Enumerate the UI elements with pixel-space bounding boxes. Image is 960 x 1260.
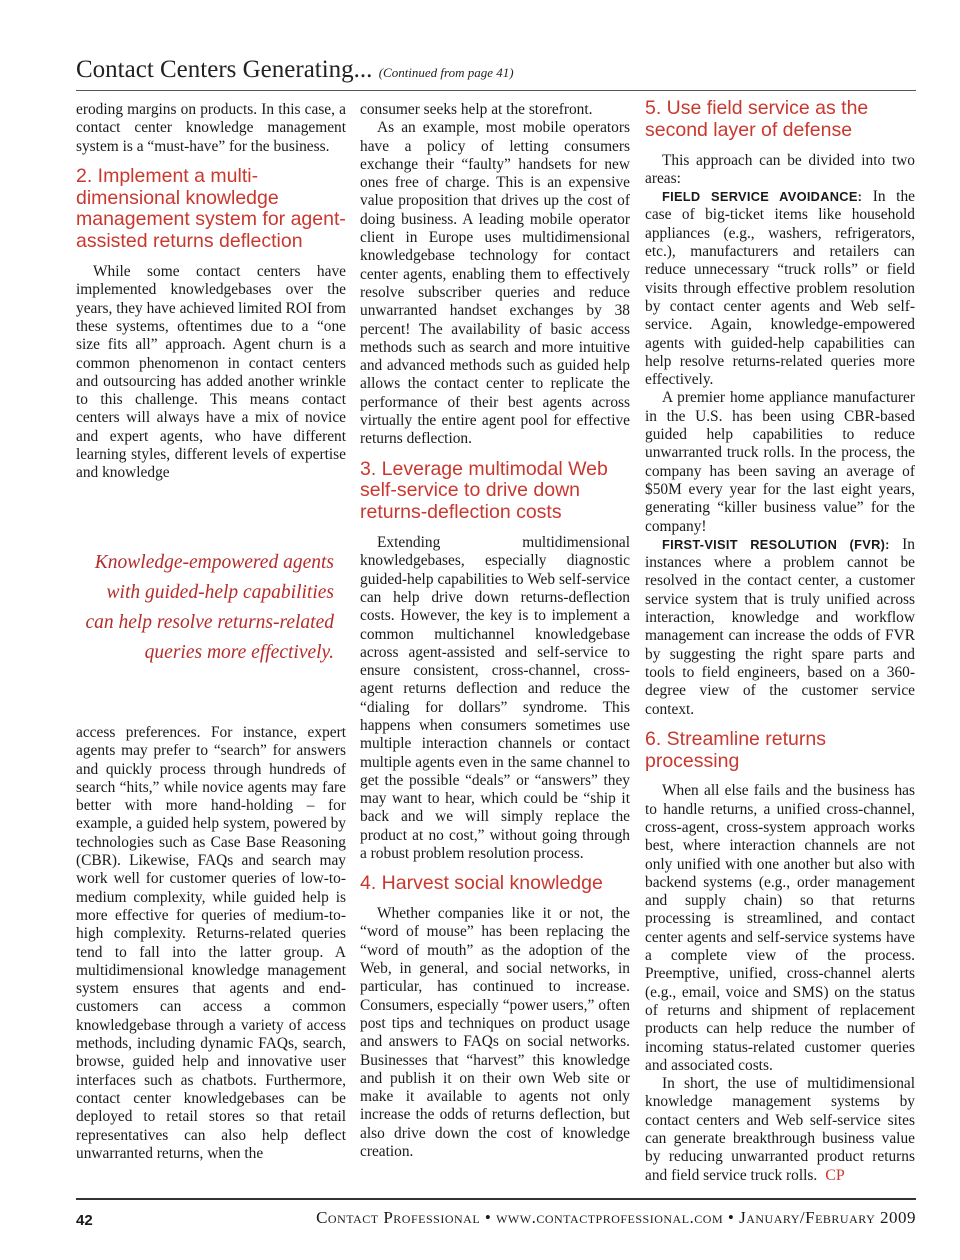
paragraph: When all else fails and the business has to handle returns, a unified cross-channel, cross-agent, cross-system approach works best, where interaction channels are not only unified with one another but also with backend systems (e.g., order management and supply chain) so that returns processing is streamlined, and contact center agents and self-service systems have a complete view of the process. Preemptive, unified, cross-channel alerts (e.g., email, voice and SMS) on the status of returns and shipment of replacement products can help reduce the number of incoming status-related customer queries and associated costs. bbox=[645, 782, 915, 1074]
paragraph: This approach can be divided into two areas: bbox=[645, 151, 915, 187]
paragraph: In short, the use of multidimensional knowledge management systems by contact centers and Web self-service sites can generate breakthrough business value by reducing unwarranted product returns and field service truck rolls. bbox=[645, 1075, 915, 1184]
publication-footer: Contact Professional • www.contactprofessional.com • January/February 2009 bbox=[316, 1208, 916, 1227]
section-heading-3: 3. Leverage multimodal Web self-service to drive down returns-deflection costs bbox=[360, 457, 608, 524]
paragraph: As an example, most mobile operators have a policy of letting consumers exchange their “faulty” handsets for new ones free of charge. This is an expensive value proposition that drives up the cost of doing business. A leading mobile operator client in Europe uses multidimensional knowledgebase technology for contact center agents, enabling them to effectively resolve subscriber queries and reduce unwarranted handset exchanges by 38 percent! The availability of basic access methods such as search and more intuitive and advanced methods such as guided help allows the contact center to replicate the performance of their best agents across virtually the entire agent pool for effective returns deflection. bbox=[360, 119, 630, 448]
end-mark: CP bbox=[825, 1166, 845, 1184]
lead-in: FIELD SERVICE AVOIDANCE: bbox=[662, 189, 863, 205]
section-heading-4: 4. Harvest social knowledge bbox=[360, 872, 603, 895]
column-3 bbox=[645, 98, 915, 1185]
continued-note: (Continued from page 41) bbox=[378, 65, 514, 80]
paragraph: A premier home appliance manufacturer in the U.S. has been using CBR-based guided help capabilities to reduce unwarranted truck rolls. In the process, the company has been saving an average of $50M every year for the last eight years, generating “killer business value” for the company! bbox=[645, 389, 915, 535]
paragraph: consumer seeks help at the storefront. bbox=[360, 101, 593, 118]
header-rule bbox=[76, 90, 916, 91]
paragraph: eroding margins on products. In this case, a contact center knowledge management system is a “must-have” for the business. bbox=[76, 101, 346, 155]
article-title: Contact Centers Generating... bbox=[76, 56, 373, 83]
section-heading-6: 6. Streamline returns processing bbox=[645, 727, 826, 772]
lead-in: FIRST-VISIT RESOLUTION (FVR): bbox=[662, 536, 890, 552]
column-1-continued bbox=[76, 724, 346, 1163]
section-heading-2: 2. Implement a multi-dimensional knowledge management system for agent-assisted returns deflection bbox=[76, 164, 346, 253]
page-title bbox=[76, 56, 514, 84]
page-number: 42 bbox=[76, 1212, 93, 1229]
pull-quote: Knowledge-empowered agents with guided-help capabilities can help resolve returns-related queries more effectively. bbox=[85, 552, 334, 663]
footer-rule bbox=[76, 1198, 916, 1200]
paragraph: Extending multidimensional knowledgebases, especially diagnostic guided-help capabilities to Web self-service can help drive down returns-deflection costs. However, the key is to implement a common multichannel knowledgebase across agent-assisted and self-service to ensure consistent, cross-channel, cross-agent returns deflection and reduce the “dialing for dollars” syndrome. This happens when consumers sometimes use multiple interaction channels or contact multiple agents even in the same channel to get the possible “deals” or “answers” they may want to hear, which could be “ship it back and we will simply replace the product at no cost,” without going through a robust problem resolution process. bbox=[360, 534, 630, 863]
paragraph: Whether companies like it or not, the “word of mouse” has been replacing the “word of mouth” as the adoption of the Web, in general, and social networks, in particular, has continued to increase. Consumers, especially “power users,” often post tips and techniques on product usage and answers to FAQs on social networks. Businesses that “harvest” this knowledge and publish it on their own Web site or make it available to agents not only increase the odds of returns deflection, but also drive down the cost of knowledge creation. bbox=[360, 905, 630, 1161]
paragraph: access preferences. For instance, expert agents may prefer to “search” for answers and quickly process through hundreds of search “hits,” while novice agents may fare better with more hand-holding – for example, a guided help system, powered by technologies such as Case Base Reasoning (CBR). Likewise, FAQs and search may work well for customer queries of low-to-medium complexity, while guided help is more effective for queries of medium-to-high complexity. Returns-related queries tend to fall into the latter group. A multidimensional knowledge management system ensures that agents and end-customers can access a common knowledgebase through a variety of access methods, including dynamic FAQs, search, browse, guided help and innovative user interfaces such as chatbots. Furthermore, contact center knowledgebases can be deployed to retail stores so that retail representatives can also help deflect unwarranted returns, when the bbox=[76, 724, 346, 1162]
section-heading-5: 5. Use field service as the second layer of defense bbox=[645, 97, 869, 141]
column-2 bbox=[360, 101, 630, 1161]
paragraph: While some contact centers have implemented knowledgebases over the years, they have achieved limited ROI from these systems, oftentimes due to a “one size fits all” approach. Agent churn is a common phenomenon in contact centers and outsourcing has added another wrinkle to this challenge. This means contact centers will always have a mix of novice and expert agents, who have different learning styles, different levels of expertise and knowledge bbox=[76, 263, 346, 482]
column-1 bbox=[76, 101, 346, 483]
paragraph: In instances where a problem cannot be resolved in the contact center, a customer service system that is truly unified across interaction, knowledge and workflow management can increase the odds of FVR by suggesting the right spare parts and tools to field engineers, based on a 360-degree view of the customer service context. bbox=[645, 535, 915, 718]
paragraph: In the case of big-ticket items like household appliances (e.g., washers, refrigerators, etc.), manufacturers and retailers can reduce unnecessary “truck rolls” or field visits through effective problem resolution by contact center agents and Web self-service. Again, knowledge-empowered agents with guided-help capabilities can help resolve returns-related queries more effectively. bbox=[645, 188, 915, 389]
